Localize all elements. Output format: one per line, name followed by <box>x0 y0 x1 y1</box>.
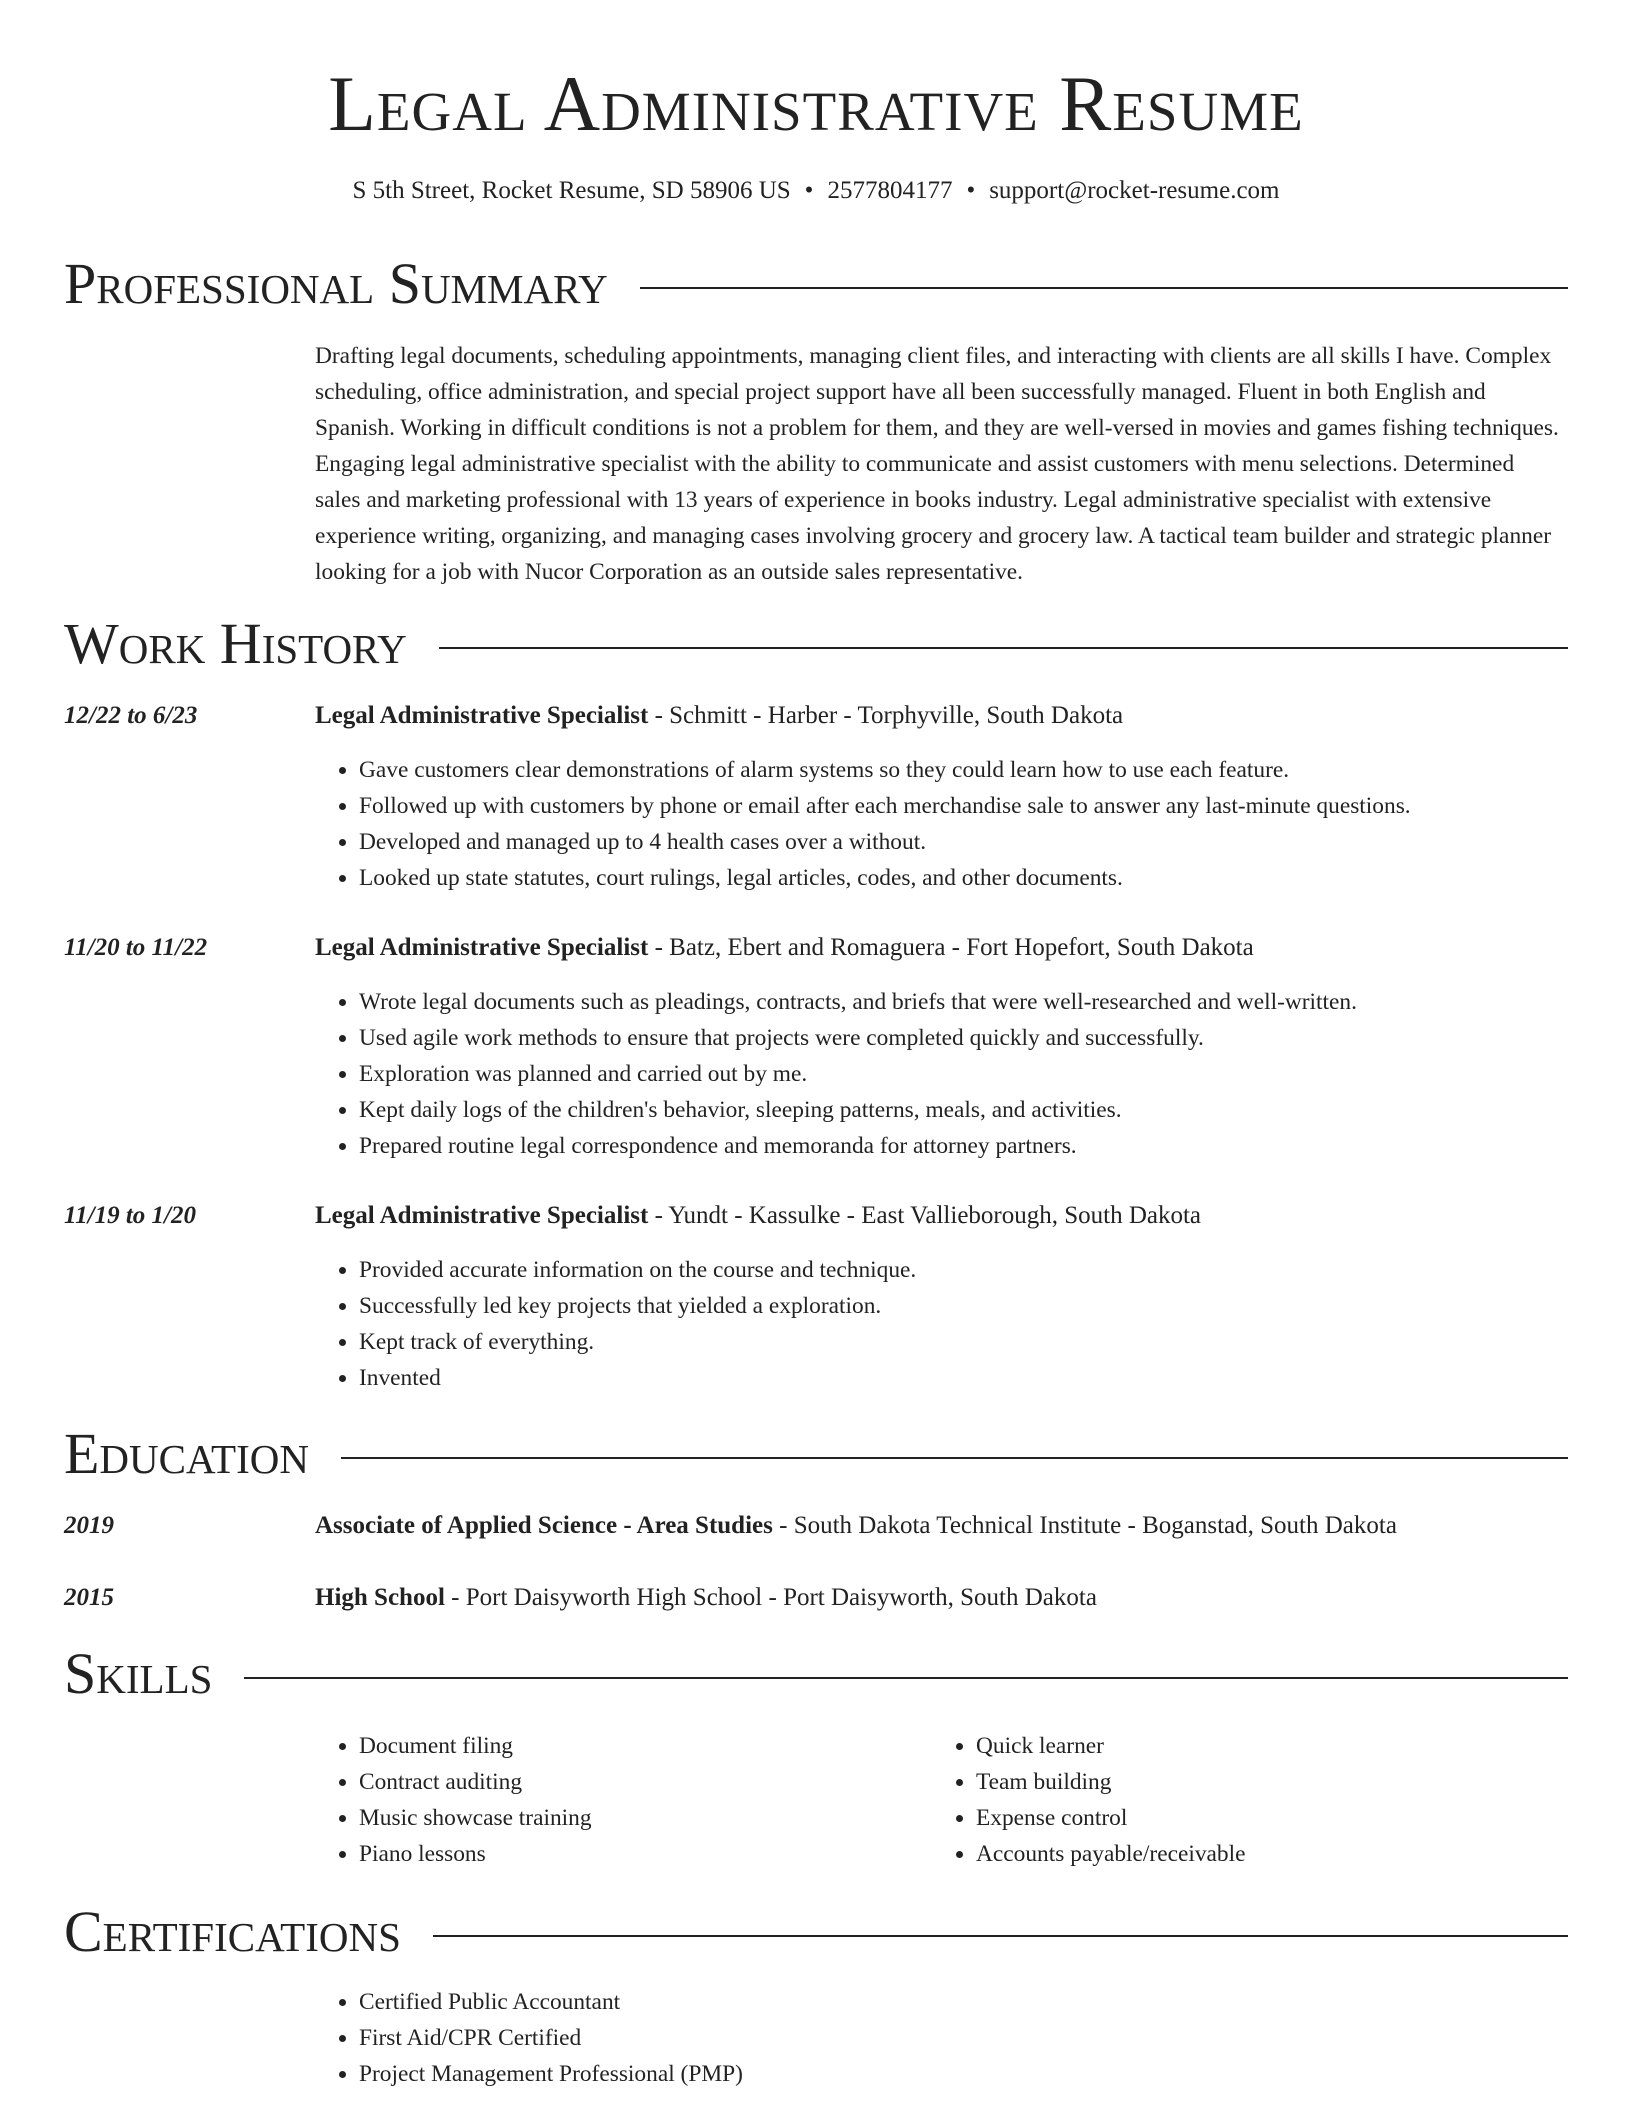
skill-item: • Piano lessons <box>359 1836 592 1872</box>
contact-email: support@rocket-resume.com <box>989 177 1280 204</box>
job-details: - Batz, Ebert and Romaguera - Fort Hopefort, South Dakota <box>648 934 1254 961</box>
skill-item: • Expense control <box>976 1800 1246 1836</box>
section-header-summary <box>64 252 1568 316</box>
education-year: 2019 <box>64 1512 114 1539</box>
job-dates: 11/19 to 1/20 <box>64 1202 196 1229</box>
section-divider <box>640 287 1568 289</box>
summary-text: Drafting legal documents, scheduling appointments, managing client files, and interacting with clients are all skills I have. Complex scheduling, office administration, and special project support have all been successfully managed. Fluent in both English and Spanish. Working in difficult conditions is not a problem for them, and they are well-versed in movies and games fishing techniques. Engaging legal administrative specialist with the ability to communicate and assist customers with menu selections. Determined sales and marketing professional with 13 years of experience in books industry. Legal administrative specialist with extensive experience writing, organizing, and managing cases involving grocery and grocery law. A tactical team builder and strategic planner looking for a job with Nucor Corporation as an outside sales representative. <box>315 343 1559 585</box>
section-header-education <box>64 1422 1568 1486</box>
section-title: Skills <box>64 1641 213 1706</box>
education-details: - South Dakota Technical Institute - Boganstad, South Dakota <box>772 1512 1397 1539</box>
list-item: • Invented <box>359 1360 916 1396</box>
job-bullets <box>315 1252 916 1396</box>
job-dates: 11/20 to 11/22 <box>64 934 208 961</box>
job-dates: 12/22 to 6/23 <box>64 702 198 729</box>
job-heading <box>315 930 1254 966</box>
certifications-bullets <box>315 1984 743 2092</box>
section-title: Professional Summary <box>64 251 608 316</box>
education-heading <box>315 1508 1397 1544</box>
job-bullets <box>315 984 1357 1164</box>
job-role: Legal Administrative Specialist <box>315 934 649 961</box>
list-item: • Looked up state statutes, court rulings, legal articles, codes, and other documents. <box>359 860 1411 896</box>
section-divider <box>439 647 1568 649</box>
list-item: • Gave customers clear demonstrations of alarm systems so they could learn how to use each feature. <box>359 752 1411 788</box>
education-year: 2015 <box>64 1584 114 1611</box>
section-header-skills <box>64 1642 1568 1706</box>
section-title: Certifications <box>64 1899 401 1964</box>
job-bullets <box>315 752 1411 896</box>
list-item: • Provided accurate information on the course and technique. <box>359 1252 916 1288</box>
contact-separator: • <box>804 177 814 204</box>
education-degree: Associate of Applied Science - Area Studies <box>315 1512 773 1539</box>
skill-item: • Document filing <box>359 1728 592 1764</box>
section-divider <box>341 1457 1568 1459</box>
section-header-work <box>64 612 1568 676</box>
education-degree: High School <box>315 1584 445 1611</box>
section-title: Work History <box>64 611 407 676</box>
list-item: • Exploration was planned and carried out by me. <box>359 1056 1357 1092</box>
skill-item: • Contract auditing <box>359 1764 592 1800</box>
list-item: • Wrote legal documents such as pleadings, contracts, and briefs that were well-researched and well-written. <box>359 984 1357 1020</box>
list-item: • Successfully led key projects that yielded a exploration. <box>359 1288 916 1324</box>
resume-title: Legal Administrative Resume <box>328 60 1304 147</box>
skill-item: • Team building <box>976 1764 1246 1800</box>
list-item: • Kept daily logs of the children's behavior, sleeping patterns, meals, and activities. <box>359 1092 1357 1128</box>
list-item: • Prepared routine legal correspondence and memoranda for attorney partners. <box>359 1128 1357 1164</box>
job-role: Legal Administrative Specialist <box>315 702 649 729</box>
skill-item: • Quick learner <box>976 1728 1246 1764</box>
job-heading <box>315 1198 1201 1234</box>
section-title: Education <box>64 1421 309 1486</box>
skill-item: • Music showcase training <box>359 1800 592 1836</box>
list-item: • Followed up with customers by phone or email after each merchandise sale to answer any last-minute questions. <box>359 788 1411 824</box>
education-heading <box>315 1580 1097 1616</box>
job-heading <box>315 698 1123 734</box>
list-item: • Developed and managed up to 4 health cases over a without. <box>359 824 1411 860</box>
certification-item: • Certified Public Accountant <box>359 1984 743 2020</box>
section-divider <box>244 1677 1568 1679</box>
contact-line <box>0 174 1632 208</box>
job-role: Legal Administrative Specialist <box>315 1202 649 1229</box>
contact-address: S 5th Street, Rocket Resume, SD 58906 US <box>352 177 791 204</box>
job-details: - Schmitt - Harber - Torphyville, South Dakota <box>648 702 1124 729</box>
education-details: - Port Daisyworth High School - Port Daisyworth, South Dakota <box>444 1584 1097 1611</box>
section-divider <box>433 1935 1568 1937</box>
job-details: - Yundt - Kassulke - East Vallieborough, South Dakota <box>648 1202 1202 1229</box>
list-item: • Kept track of everything. <box>359 1324 916 1360</box>
contact-phone: 2577804177 <box>827 177 953 204</box>
contact-separator: • <box>966 177 976 204</box>
section-header-certifications <box>64 1900 1568 1964</box>
skills-column-right <box>932 1728 1246 1872</box>
certification-item: • Project Management Professional (PMP) <box>359 2056 743 2092</box>
skill-item: • Accounts payable/receivable <box>976 1836 1246 1872</box>
list-item: • Used agile work methods to ensure that projects were completed quickly and successfully. <box>359 1020 1357 1056</box>
skills-column-left <box>315 1728 592 1872</box>
certification-item: • First Aid/CPR Certified <box>359 2020 743 2056</box>
